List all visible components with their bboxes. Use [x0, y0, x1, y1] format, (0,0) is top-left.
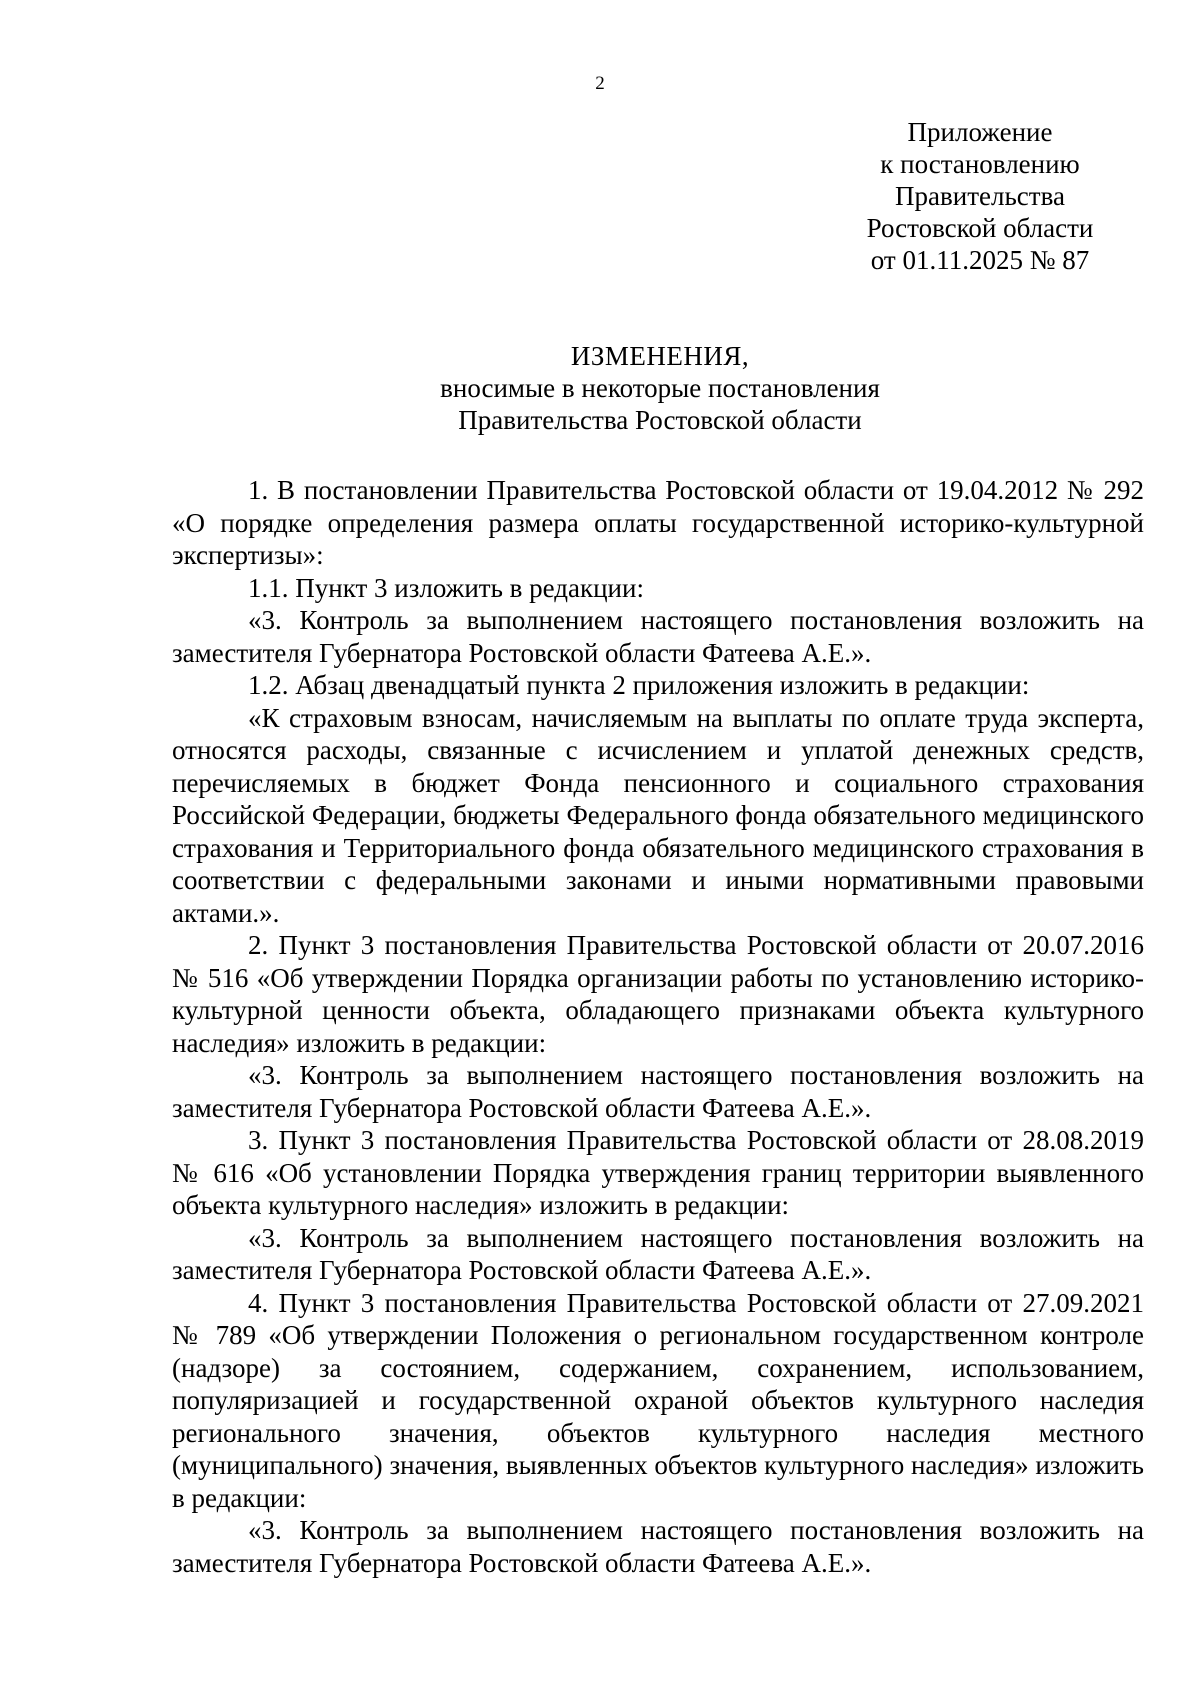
paragraph-item-1-1: 1.1. Пункт 3 изложить в редакции: [248, 572, 644, 603]
annex-block [830, 116, 1130, 276]
document-body [172, 474, 1144, 1579]
paragraph-quote: «3. Контроль за выполнением настоящего постановления возложить на заместителя Губернатора Ростовской области Фатеева А.Е.». [172, 1060, 1144, 1123]
title-subtitle-line-1: вносимые в некоторые постановления [440, 373, 880, 403]
paragraph-item-3: 3. Пункт 3 постановления Правительства Ростовской области от 28.08.2019 № 616 «Об установлении Порядка утверждения границ территории выявленного объекта культурного наследия» изложить в редакции: [172, 1125, 1144, 1220]
title-heading: ИЗМЕНЕНИЯ, [570, 341, 750, 371]
paragraph-quote: «3. Контроль за выполнением настоящего постановления возложить на заместителя Губернатора Ростовской области Фатеева А.Е.». [172, 1515, 1144, 1578]
annex-line-1: Приложение [907, 117, 1053, 147]
title-subtitle-line-2: Правительства Ростовской области [458, 405, 862, 435]
paragraph-quote: «К страховым взносам, начисляемым на выплаты по оплате труда эксперта, относятся расходы, связанные с исчислением и уплатой денежных средств, перечисляемых в бюджет Фонда пенсионного и социального страхования Российской Федерации, бюджеты Федерального фонда обязательного медицинского страхования и Территориального фонда обязательного медицинского страхования в соответствии с федеральными законами и иными нормативными правовыми актами.». [172, 702, 1144, 928]
paragraph-item-2: 2. Пункт 3 постановления Правительства Ростовской области от 20.07.2016 № 516 «Об утверждении Порядка организации работы по установлению историко-культурной ценности объекта, обладающего признаками объекта культурного наследия» изложить в редакции: [172, 930, 1144, 1058]
paragraph-quote: «3. Контроль за выполнением настоящего постановления возложить на заместителя Губернатора Ростовской области Фатеева А.Е.». [172, 1222, 1144, 1285]
annex-line-4: Ростовской области [866, 213, 1094, 243]
page-number: 2 [595, 73, 605, 94]
paragraph-item-4: 4. Пункт 3 постановления Правительства Ростовской области от 27.09.2021 № 789 «Об утверждении Положения о региональном государственном контроле (надзоре) за состоянием, содержанием, сохранением, использованием, популяризацией и государственной охраной объектов культурного наследия регионального значения, объектов культурного наследия местного (муниципального) значения, выявленных объектов культурного наследия» изложить в редакции: [172, 1287, 1144, 1513]
paragraph-item-1-2: 1.2. Абзац двенадцатый пункта 2 приложения изложить в редакции: [248, 670, 1030, 700]
annex-line-5: от 01.11.2025 № 87 [870, 245, 1090, 275]
document-title [0, 340, 1200, 436]
annex-line-2: к постановлению [880, 149, 1080, 179]
paragraph-quote: «3. Контроль за выполнением настоящего постановления возложить на заместителя Губернатора Ростовской области Фатеева А.Е.». [172, 605, 1144, 668]
annex-line-3: Правительства [895, 181, 1065, 211]
paragraph-item-1: 1. В постановлении Правительства Ростовской области от 19.04.2012 № 292 «О порядке определения размера оплаты государственной историко-культурной экспертизы»: [172, 475, 1144, 570]
